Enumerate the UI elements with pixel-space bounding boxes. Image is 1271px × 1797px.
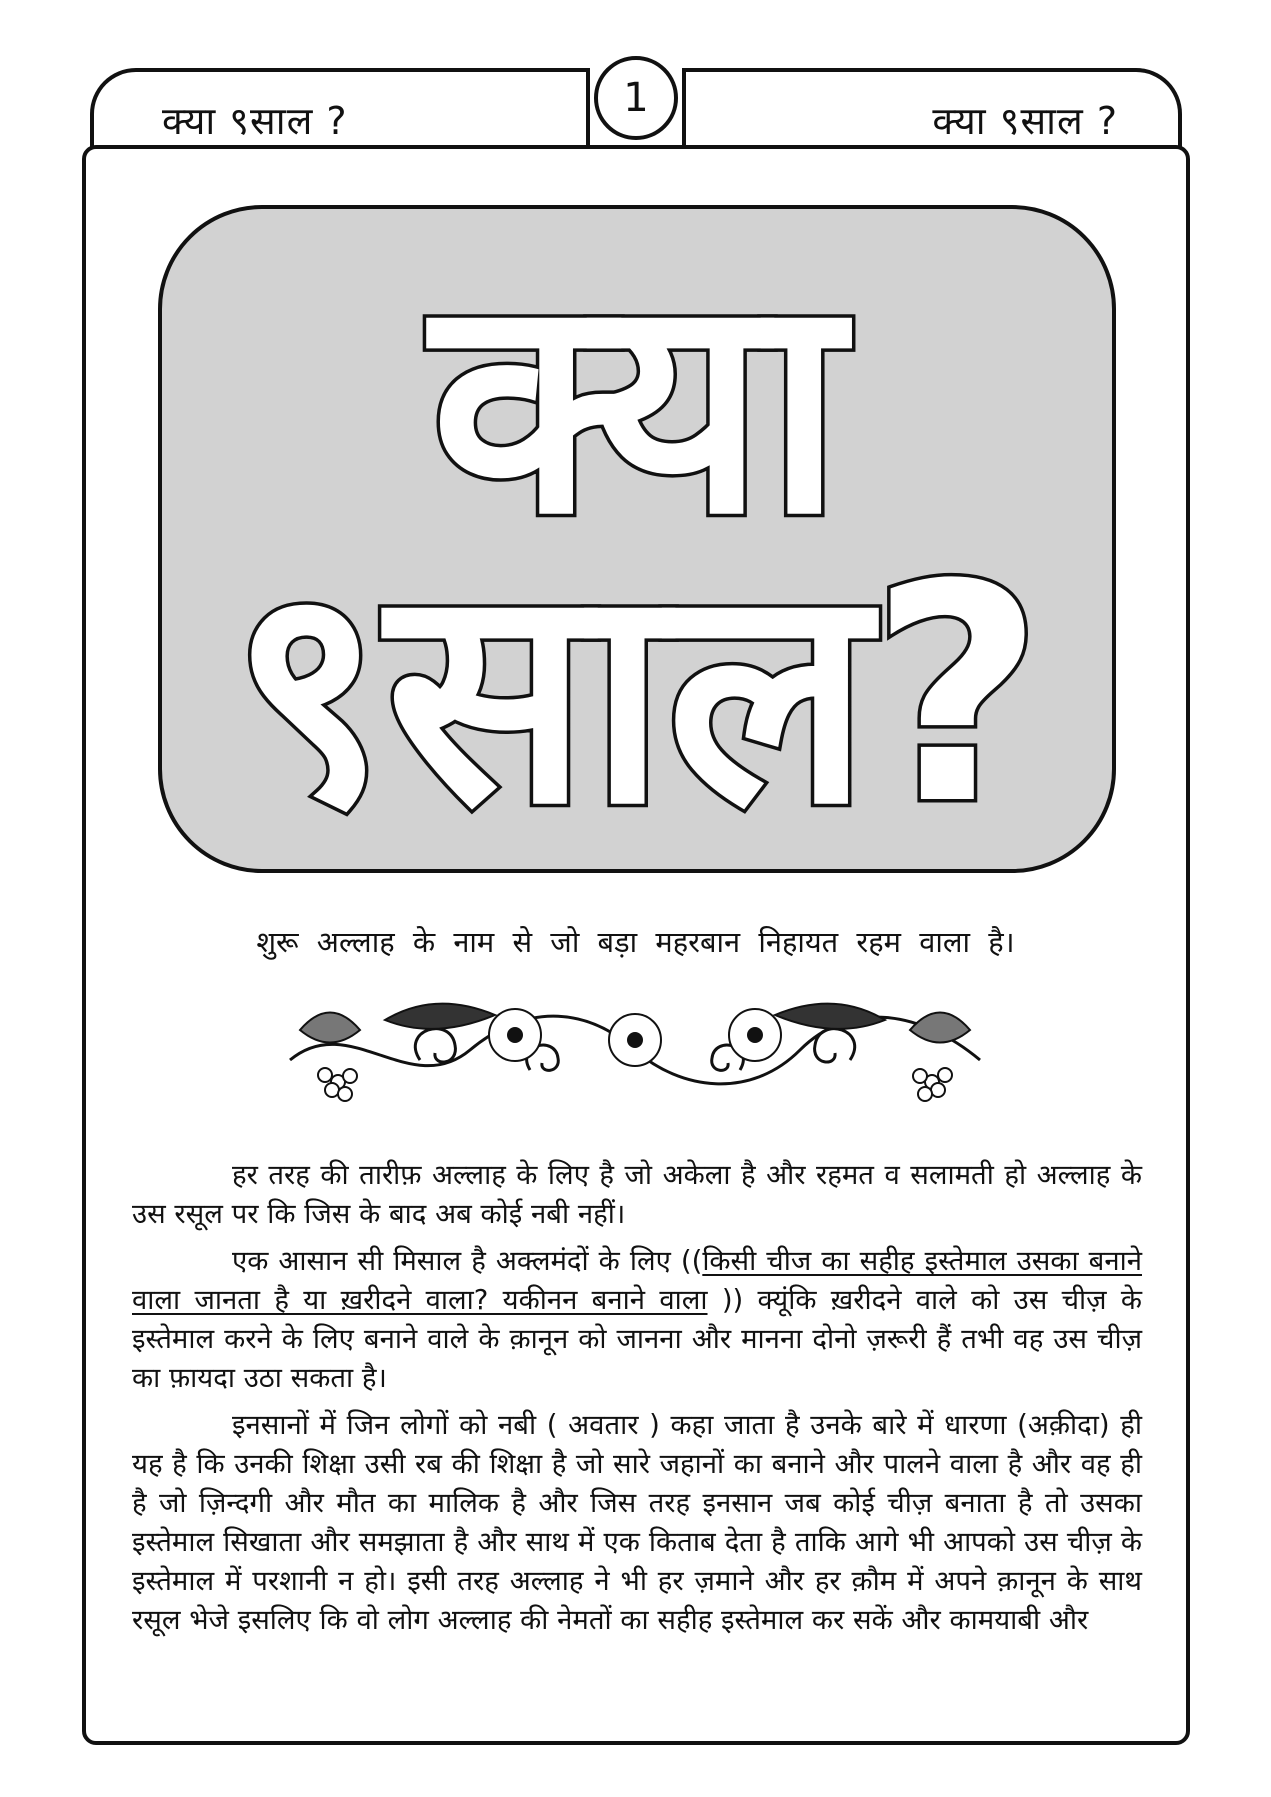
body-text [132, 1156, 1142, 1648]
cover-title-line1: क्या [430, 231, 844, 580]
paragraph-2-before: एक आसान सी मिसाल है अक्लमंदों के लिए (( [232, 1245, 703, 1277]
page-number: 1 [594, 56, 678, 140]
paragraph-2-underlined: किसी चीज का सहीह इस्तेमाल उसका बनाने वाला जानता है या ख़रीदने वाला? यकीनन बनाने वाला [132, 1245, 1142, 1316]
paragraph-3: इनसानों में जिन लोगों को नबी ( अवतार ) कहा जाता है उनके बारे में धारणा (अक़ीदा) ही यह है कि उनकी शिक्षा उसी रब की शिक्षा है जो सारे जहानों का बनाने और पालने वाला है और वह ही है जो ज़िन्दगी और मौत का मालिक है और जिस तरह इनसान जब कोई चीज़ बनाता है तो उसका इस्तेमाल सिखाता और समझाता है और साथ में एक किताब देता है ताकि आगे भी आपको उस चीज़ के इस्तेमाल में परशानी न हो। इसी तरह अल्लाह ने भी हर ज़माने और हर क़ौम में अपने क़ानून के साथ रसूल भेजे इसलिए कि वो लोग अल्लाह की नेमतों का सहीह इस्तेमाल कर सकें और कामयाबी और [132, 1409, 1142, 1636]
header-right-title: क्या ९साल ? [932, 99, 1118, 143]
bismillah-line: शुरू अल्लाह के नाम से जो बड़ा महरबान निहायत रहम वाला है। [256, 925, 1015, 959]
cover-title-line2: ९साल? [230, 521, 1044, 869]
cover-title-art [162, 209, 1112, 869]
paragraph-2 [132, 1242, 1142, 1398]
paragraph-1: हर तरह की तारीफ़ अल्लाह के लिए है जो अकेला है और रहमत व सलामती हो अल्लाह के उस रसूल पर कि जिस के बाद अब कोई नबी नहीं। [132, 1159, 1142, 1230]
floral-ornament [270, 990, 1000, 1110]
header-left-title: क्या ९साल ? [162, 99, 348, 143]
title-plate [158, 205, 1116, 873]
paragraph-2-after: )) क्यूंकि ख़रीदने वाले को उस चीज़ के इस्तेमाल करने के लिए बनाने वाले के क़ानून को जानना और मानना दोनो ज़रूरी हैं तभी वह उस चीज़ का फ़ायदा उठा सकता है। [132, 1284, 1142, 1394]
